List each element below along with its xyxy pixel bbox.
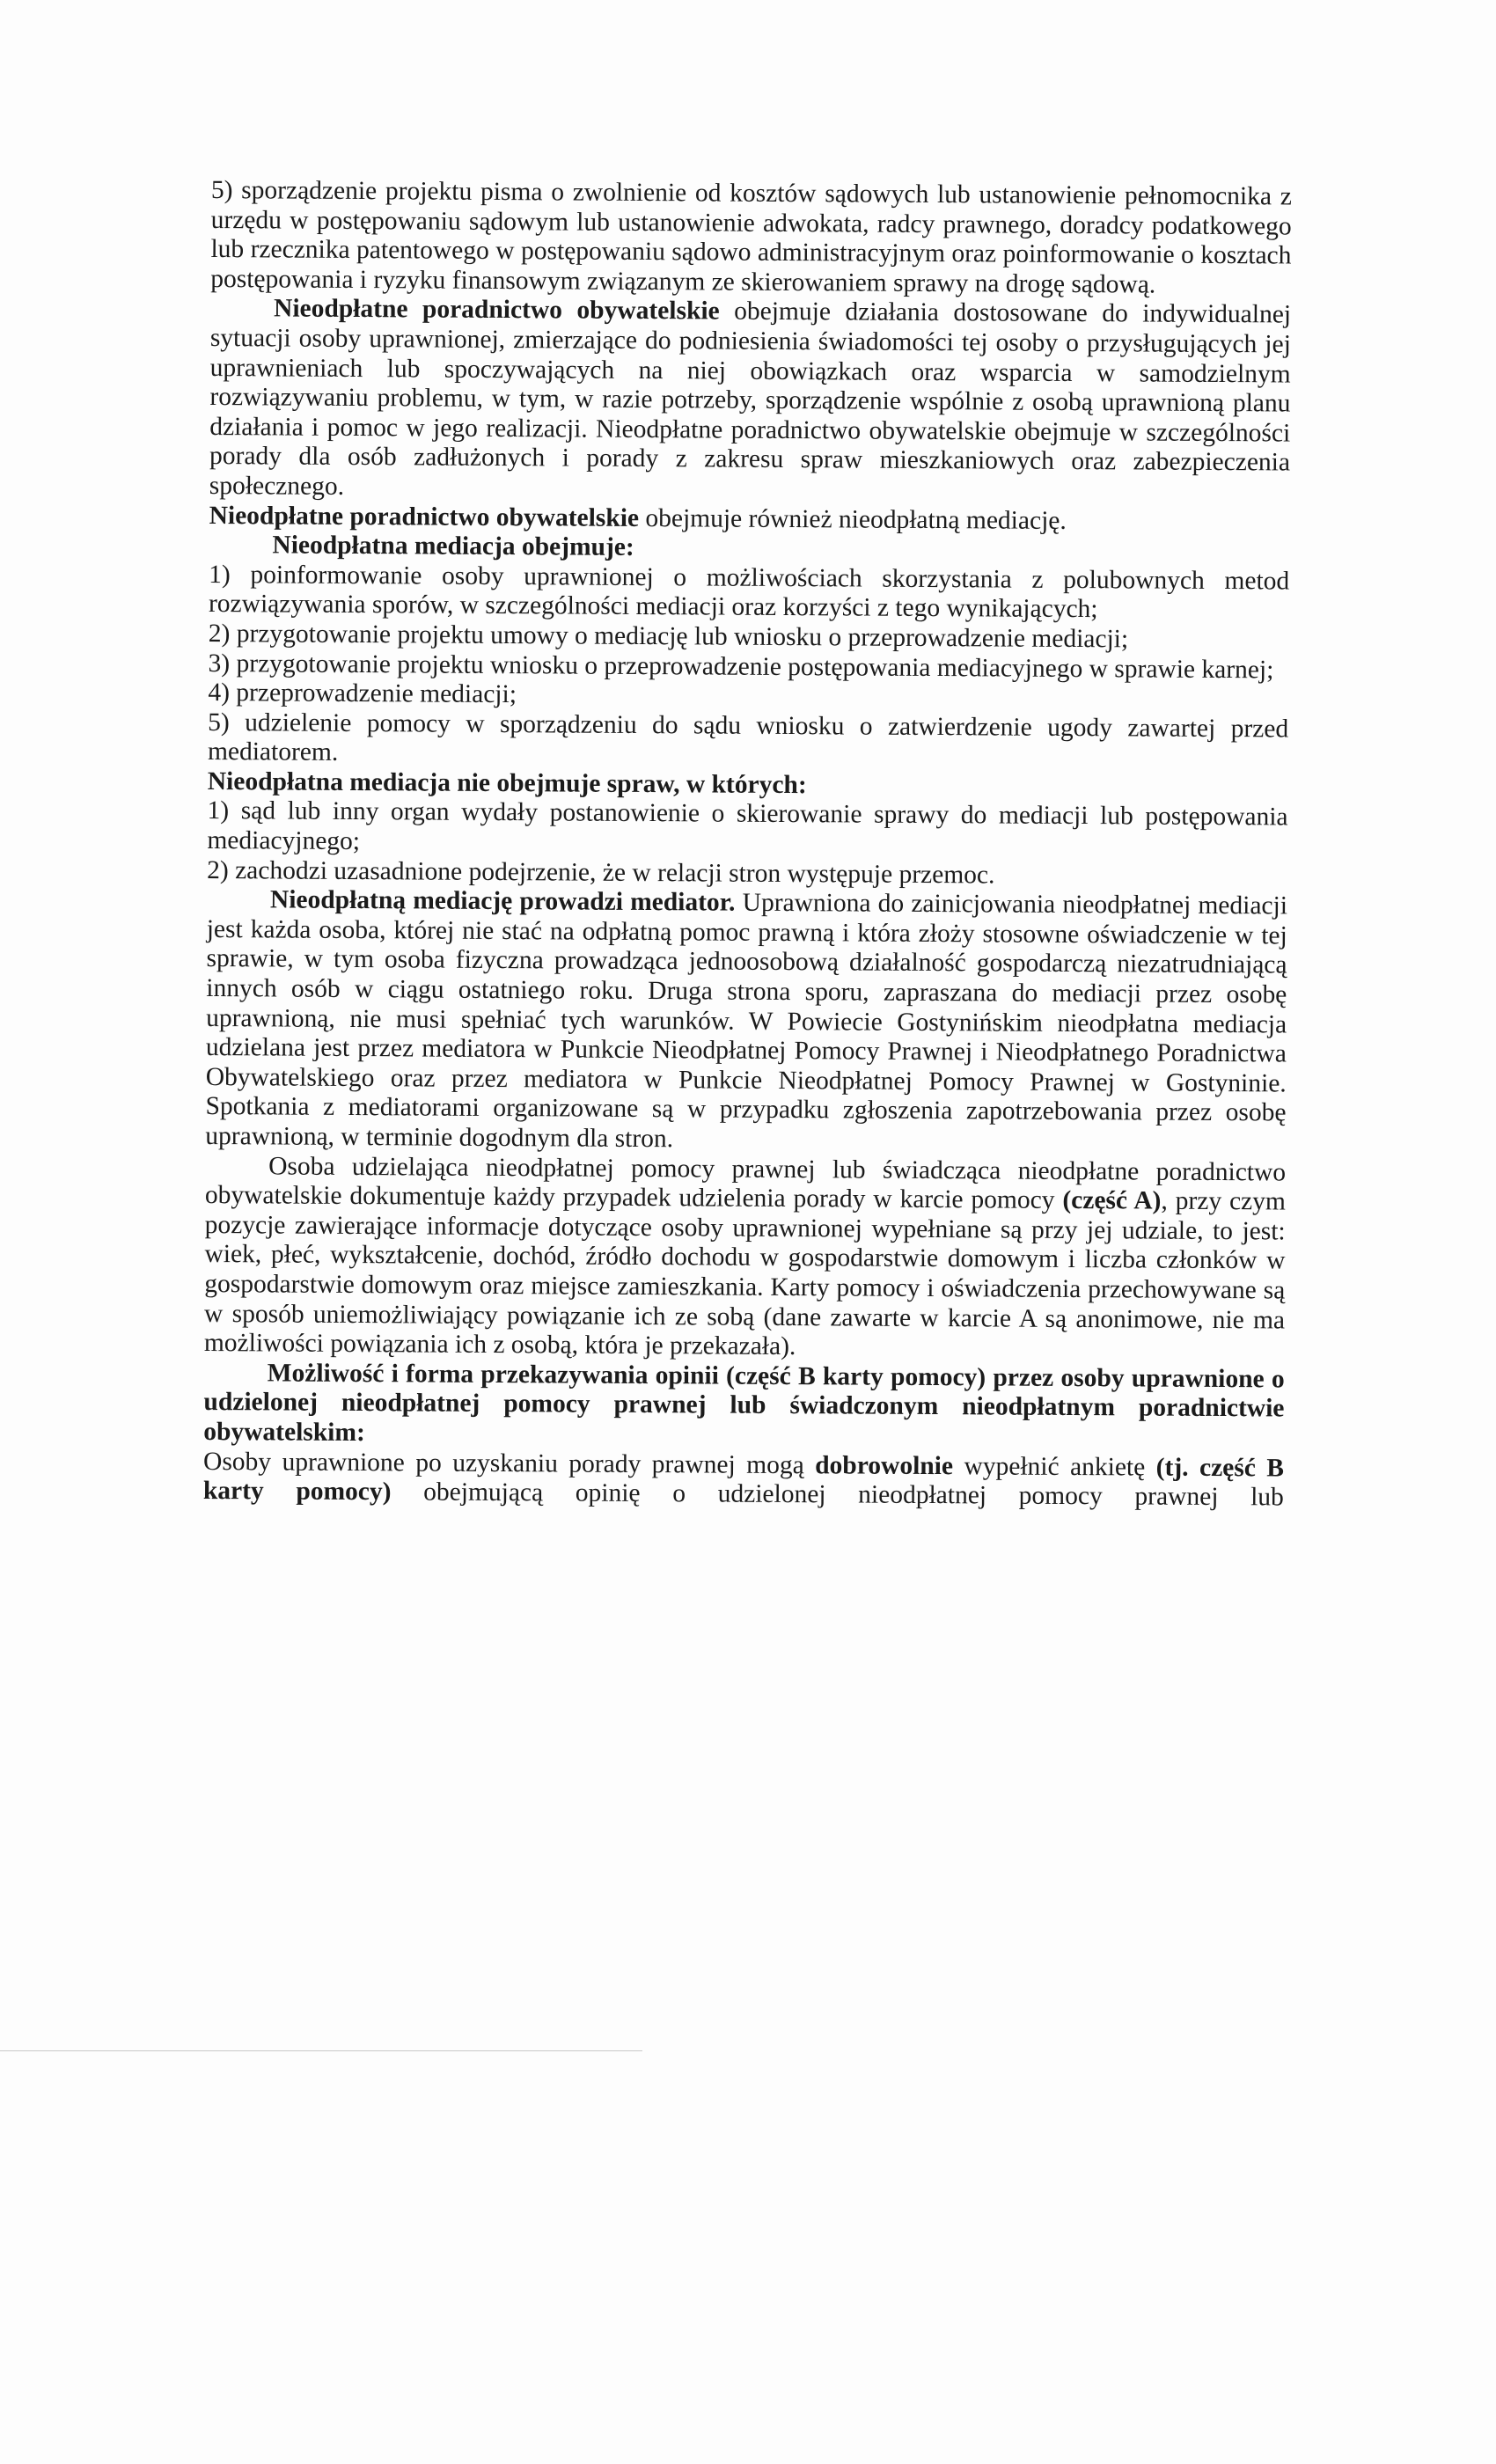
paragraph-text: Osoba udzielająca nieodpłatnej pomocy prawnej lub świadcząca nieodpłatne poradnictwo obywatelskie dokumentuje każdy przypadek udzielenia porady w karcie pomocy <box>204 1152 1287 1215</box>
paragraph-text: Uprawniona do zainicjowania nieodpłatnej mediacji jest każda osoba, której nie stać na odpłatną pomoc prawną i która złoży stosowne oświadczenie w tej sprawie, w tym osoba fizyczna prowadząca jednoosobową działalność gospodarczą niezatrudniającą innych osób w ciągu ostatniego roku. Druga strona sporu, zapraszana do mediacji przez osobę uprawnioną, nie musi spełniać tych warunków. W Powiecie Gostynińskim nieodpłatna mediacja udzielana jest przez mediatora w Punkcie Nieodpłatnej Pomocy Prawnej i Nieodpłatnego Poradnictwa Obywatelskiego oraz przez mediatora w Punkcie Nieodpłatnej Pomocy Prawnej w Gostyninie. Spotkania z mediatorami organizowane są w przypadku zgłoszenia zapotrzebowania przez osobę uprawnioną, w terminie dogodnym dla stron. <box>205 888 1288 1154</box>
paragraph-text: obejmuje również nieodpłatną mediację. <box>638 503 1067 535</box>
paragraph-text: Osoby uprawnione po uzyskaniu porady prawnej mogą <box>202 1447 816 1479</box>
bold-term: Nieodpłatne poradnictwo obywatelskie <box>273 294 720 326</box>
paragraph-text: wypełnić ankietę <box>952 1451 1156 1482</box>
document-body <box>203 176 1292 1513</box>
list-item: 2) zachodzi uzasadnione podejrzenie, że w relacji stron występuje przemoc. <box>207 855 995 890</box>
paragraph-item-5: 5) sporządzenie projektu pisma o zwolnienie od kosztów sądowych lub ustanowienie pełnomocnika z urzędu w postępowaniu sądowym lub ustanowienie adwokata, radcy prawnego, doradcy podatkowego lub rzecznika patentowego w postępowaniu sądowo administracyjnym oraz poinformowanie o kosztach postępowania i ryzyku finansowym związanym ze skierowaniem sprawy na drogę sądową. <box>210 176 1292 299</box>
bold-term: Nieodpłatną mediację prowadzi mediator. <box>269 885 736 917</box>
bold-term: (część A) <box>1062 1186 1162 1215</box>
heading-mediation-includes: Nieodpłatna mediacja obejmuje: <box>272 531 634 562</box>
list-item: 5) udzielenie pomocy w sporządzeniu do sądu wniosku o zatwierdzenie ugody zawartej przed mediatorem. <box>207 708 1289 767</box>
paragraph-opinion-survey <box>203 1448 1284 1514</box>
scan-artifact-line <box>0 2050 642 2051</box>
paragraph-text: obejmuje działania dostosowane do indywidualnej sytuacji osoby uprawnionej, zmierzające do podniesienia świadomości tej osoby o przysługujących jej uprawnieniach lub spoczywających na niej obowiązkach oraz wsparcia w samodzielnym rozwiązywaniu problemu, w tym, w razie potrzeby, sporządzenie wspólnie z osobą uprawnioną planu działania i pomoc w jego realizacji. Nieodpłatne poradnictwo obywatelskie obejmuje w szczególności porady dla osób zadłużonych i porady z zakresu spraw mieszkaniowych oraz zabezpieczenia społecznego. <box>209 297 1292 501</box>
paragraph-mediator <box>205 885 1287 1158</box>
heading-opinion: Możliwość i forma przekazywania opinii (część B karty pomocy) przez osoby uprawnione o udzielonej nieodpłatnej pomocy prawnej lub świadczonym nieodpłatnym poradnictwie obywatelskim: <box>203 1359 1285 1448</box>
bold-term: (tj. część B karty pomocy) <box>202 1453 1285 1507</box>
list-item: 3) przygotowanie projektu wniosku o przeprowadzenie postępowania mediacyjnego w sprawie karnej; <box>208 649 1274 684</box>
list-item: 1) sąd lub inny organ wydały postanowienie o skierowanie sprawy do mediacji lub postępowania mediacyjnego; <box>207 796 1288 856</box>
list-item: 1) poinformowanie osoby uprawnionej o możliwościach skorzystania z polubownych metod rozwiązywania sporów, w szczególności mediacji oraz korzyści z tego wynikających; <box>208 560 1290 624</box>
list-item: 2) przygotowanie projektu umowy o mediację lub wniosku o przeprowadzenie mediacji; <box>208 619 1129 654</box>
list-item: 4) przeprowadzenie mediacji; <box>208 678 517 709</box>
bold-term: Nieodpłatne poradnictwo obywatelskie <box>209 501 640 532</box>
bold-term: dobrowolnie <box>815 1450 954 1480</box>
paragraph-text: obejmującą opinię o udzielonej nieodpłatnej pomocy prawnej lub <box>391 1478 1284 1512</box>
paragraph-text: , przy czym pozycje zawierające informacje dotyczące osoby uprawnionej wypełniane są przy jej udziale, to jest: wiek, płeć, wykształcenie, dochód, źródło dochodu w gospodarstwie domowym i liczba członków w gospodarstwie domowym oraz miejsce zamieszkania. Karty pomocy i oświadczenia przechowywane są w sposób uniemożliwiający powiązanie ich ze sobą (dane zawarte w karcie A są anonimowe, nie ma możliwości powiązania ich z osobą, która je przekazała). <box>203 1186 1286 1361</box>
paragraph-documentation <box>204 1152 1286 1366</box>
heading-mediation-excludes: Nieodpłatna mediacja nie obejmuje spraw, w których: <box>207 766 807 800</box>
paragraph-civic-advice <box>209 294 1291 508</box>
